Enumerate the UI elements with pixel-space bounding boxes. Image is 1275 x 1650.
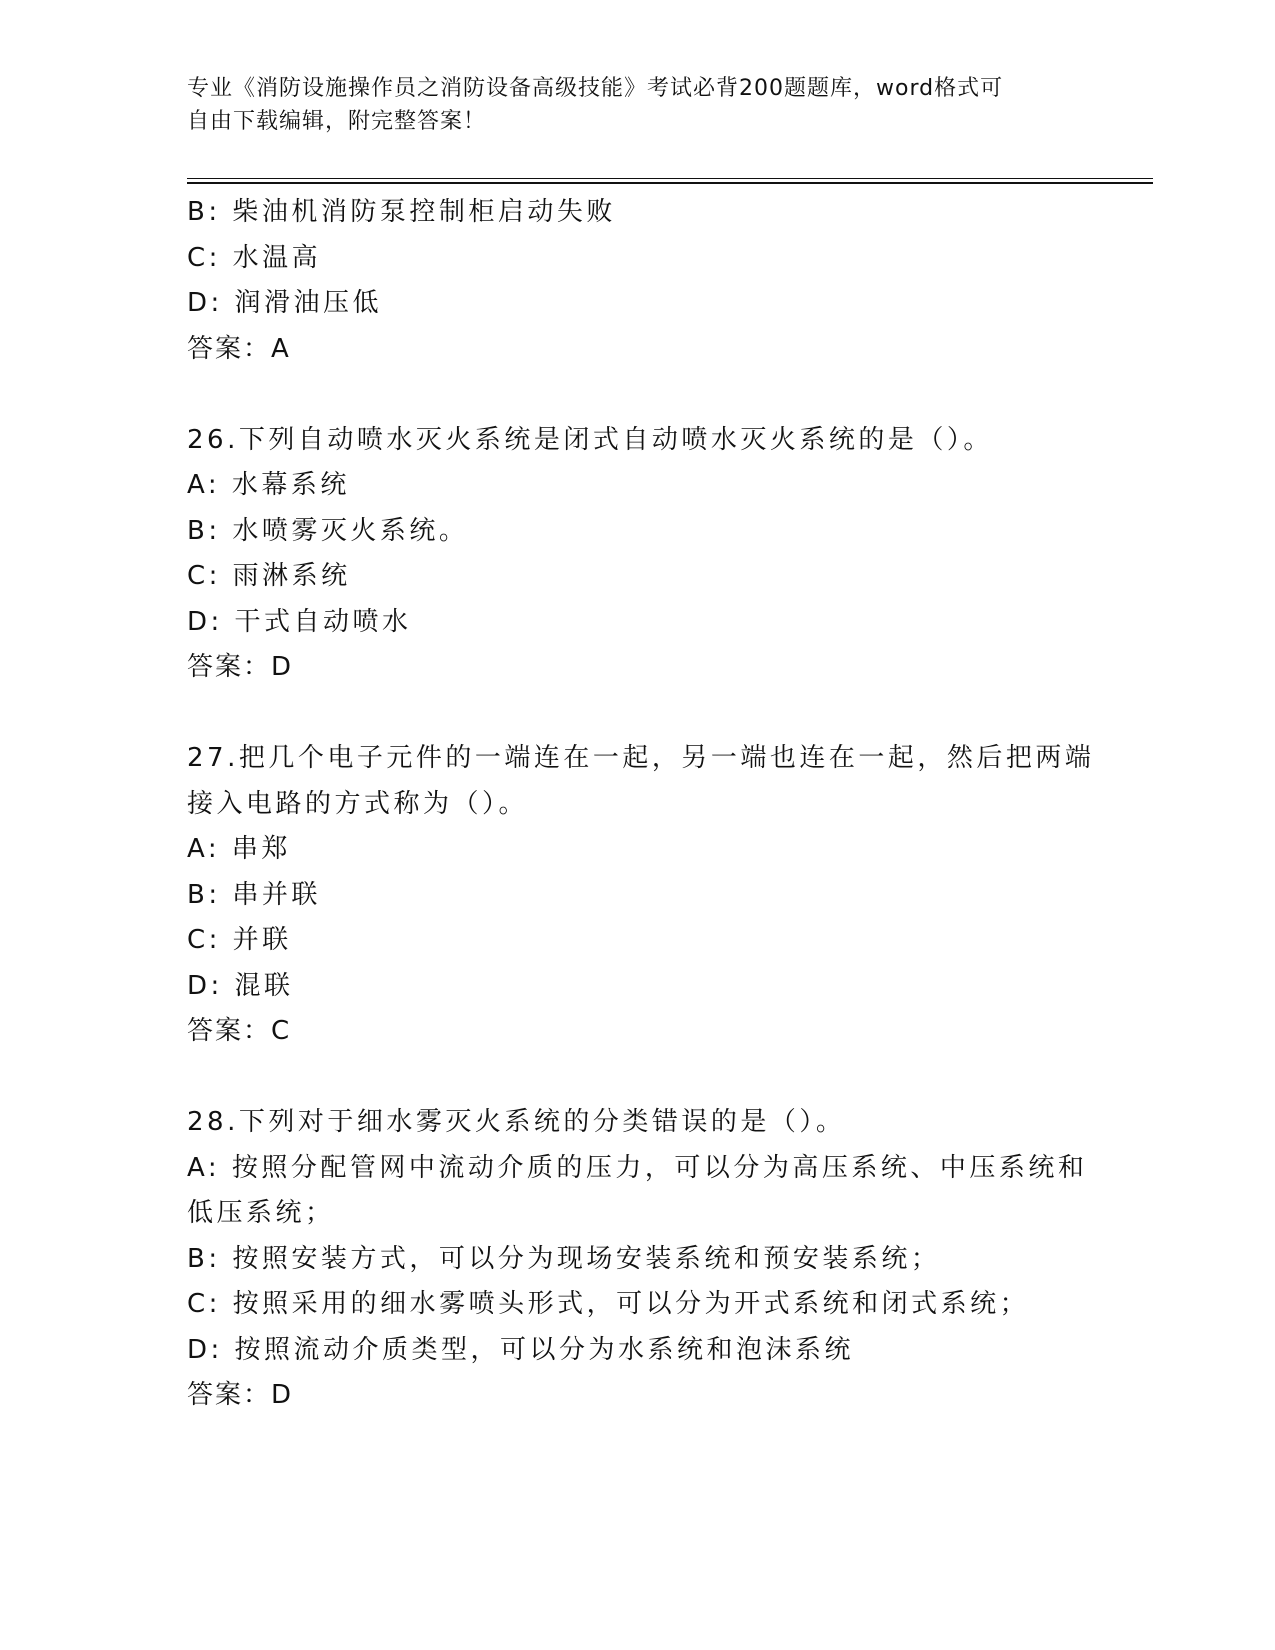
question-stem: 28.下列对于细水雾灭火系统的分类错误的是（）。 [187,1107,846,1137]
option-c: C: 雨淋系统 [187,561,351,591]
answer: 答案：A [187,333,291,364]
option-b: B: 串并联 [187,879,321,910]
option-a: A: 按照分配管网中流动介质的压力，可以分为高压系统、中压系统和 [187,1152,1088,1183]
option-c: C: 水温高 [187,242,322,273]
option-d: D: 干式自动喷水 [187,606,412,637]
option-b: B: 按照安装方式，可以分为现场安装系统和预安装系统； [187,1243,941,1274]
option-a: A: 串郑 [187,834,291,864]
spacer [187,372,1087,418]
question-stem: 26.下列自动喷水灭火系统是闭式自动喷水灭火系统的是（）。 [187,424,993,455]
option-c: C: 按照采用的细水雾喷头形式，可以分为开式系统和闭式系统； [187,1289,1030,1319]
option-d: D: 混联 [187,970,294,1001]
question-27 [187,736,1095,1055]
header-line-1: 专业《消防设施操作员之消防设备高级技能》考试必背200题题库，word格式可 [187,76,1004,101]
answer: 答案：D [187,1380,294,1410]
question-26 [187,418,1087,691]
answer: 答案：C [187,1016,292,1046]
option-b: B: 水喷雾灭火系统。 [187,515,469,546]
spacer [187,691,1087,737]
header-divider-thin [187,178,1153,179]
option-b: B: 柴油机消防泵控制柜启动失败 [187,197,616,227]
option-d: D: 润滑油压低 [187,288,383,318]
option-d: D: 按照流动介质类型，可以分为水系统和泡沫系统 [187,1334,855,1365]
question-stem-continued: 接入电路的方式称为（）。 [187,788,529,819]
question-25-tail [187,190,1087,372]
option-a-continued: 低压系统； [187,1198,335,1228]
spacer [187,1055,1087,1101]
document-header [187,72,1067,138]
header-divider-thick [187,182,1153,184]
question-28 [187,1100,1087,1419]
question-stem: 27.把几个电子元件的一端连在一起，另一端也连在一起，然后把两端 [187,743,1095,773]
option-c: C: 并联 [187,925,292,955]
option-a: A: 水幕系统 [187,470,350,500]
header-line-2: 自由下载编辑，附完整答案！ [187,109,487,134]
answer: 答案：D [187,652,294,682]
question-content [187,190,1095,1419]
